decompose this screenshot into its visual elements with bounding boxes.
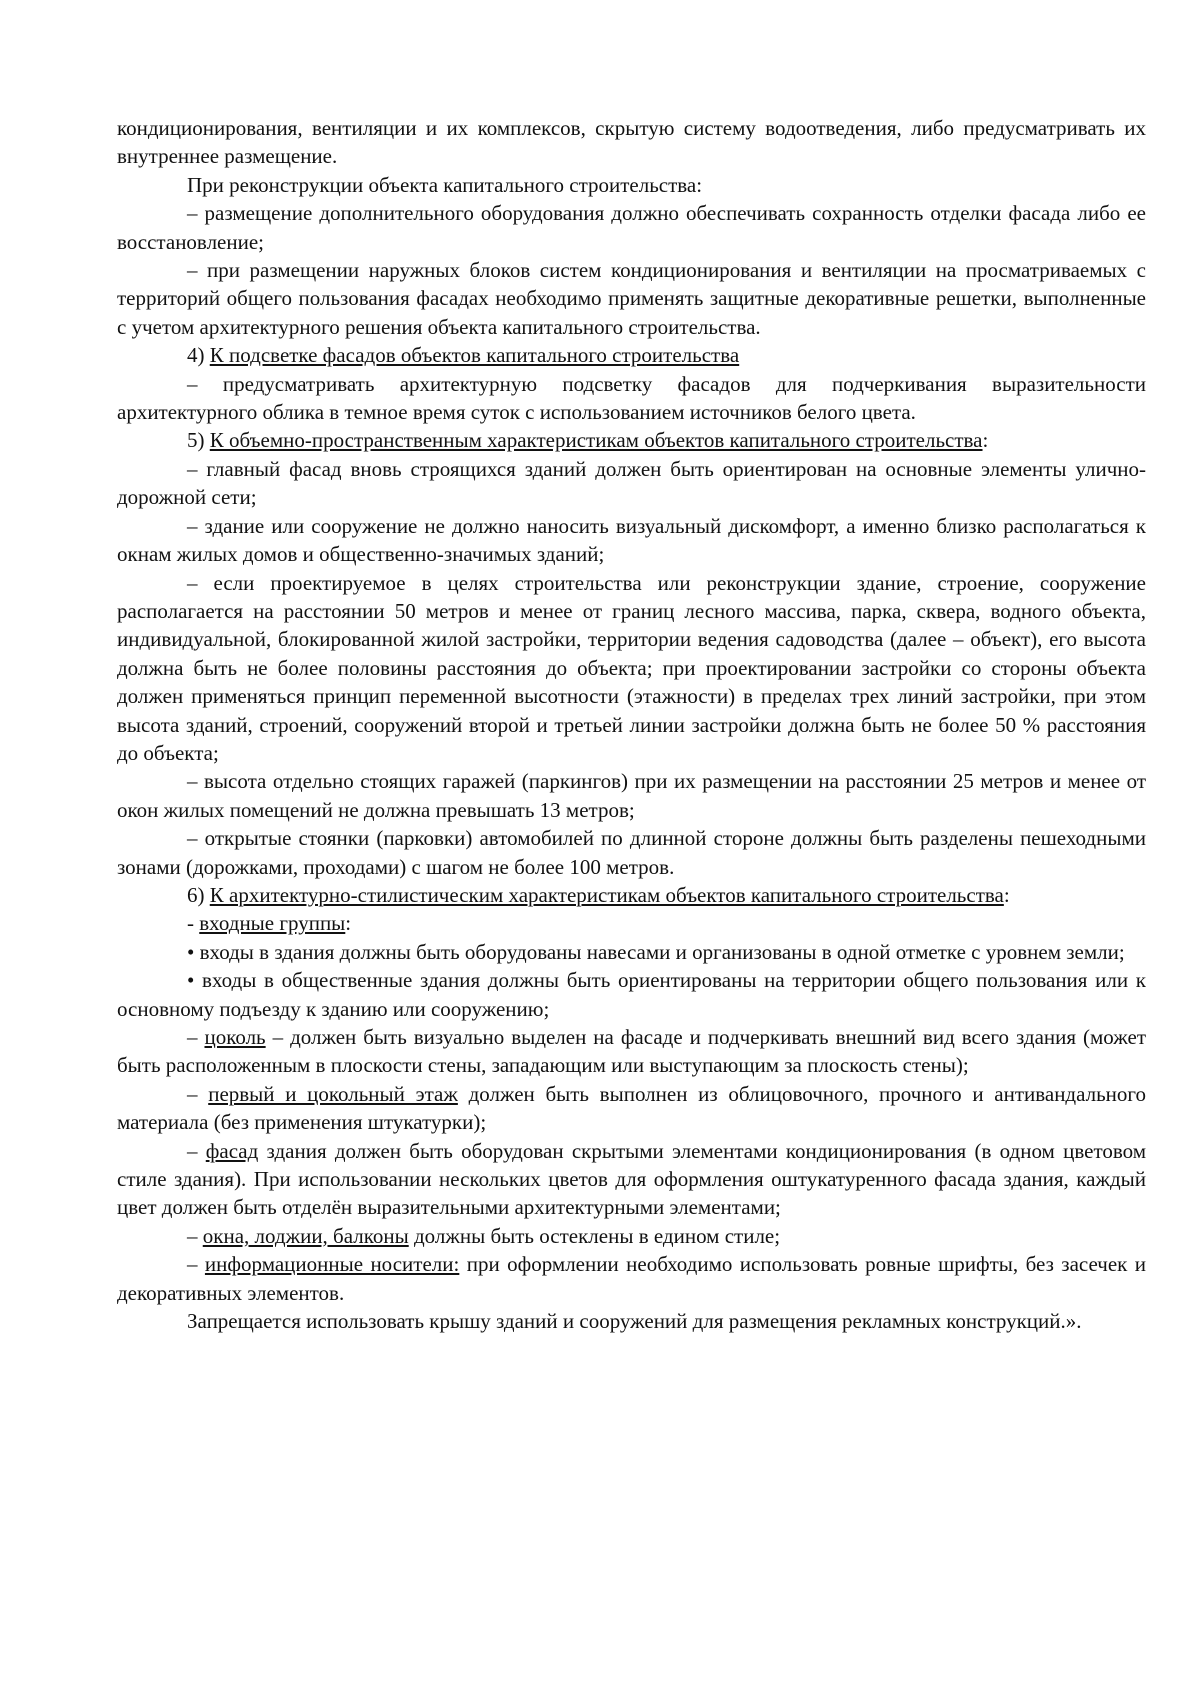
bullet-item: • входы в общественные здания должны быть ориентированы на территории общего пользования или к основному подъезду к зданию или сооружению; <box>117 968 1146 1021</box>
paragraph: – размещение дополнительного оборудования должно обеспечивать сохранность отделки фасада либо ее восстановление; <box>117 201 1146 254</box>
list-item-windows <box>117 1222 1146 1250</box>
heading-number: 4) <box>187 343 210 368</box>
list-item-first-floor <box>117 1080 1146 1137</box>
heading-number: 5) <box>187 428 210 453</box>
subheading-entrance-groups <box>117 909 1146 937</box>
paragraph: – если проектируемое в целях строительства или реконструкции здание, строение, сооружение располагается на расстоянии 50 метров и менее от границ лесного массива, парка, сквера, водного объекта, индивидуальной, блокированной жилой застройки, территории ведения садоводства (далее – объект), его высота должна быть не более половины расстояния до объекта; при проектировании застройки со стороны объекта должен применяться принцип переменной высотности (этажности) в пределах трех линий застройки, при этом высота зданий, строений, сооружений второй и третьей линии застройки должна быть не более 50 % расстояния до объекта; <box>117 570 1146 765</box>
heading-underlined-text: К подсветке фасадов объектов капитального строительства <box>209 343 740 368</box>
dash-prefix: - <box>187 911 200 936</box>
paragraph: – предусматривать архитектурную подсветку фасадов для подчеркивания выразительности архитектурного облика в темное время суток с использованием источников белого цвета. <box>117 371 1146 425</box>
heading-suffix: : <box>1003 882 1010 907</box>
list-item-info-carriers <box>117 1250 1146 1307</box>
section-heading-4 <box>117 341 1146 369</box>
dash-prefix: – <box>187 1081 209 1106</box>
bullet-item: • входы в здания должны быть оборудованы навесами и организованы в одной отметке с уровнем земли; <box>187 939 1125 964</box>
item-underlined-term: первый и цокольный этаж <box>208 1081 458 1106</box>
closing-paragraph: Запрещается использовать крышу зданий и сооружений для размещения рекламных конструкций.». <box>187 1309 1082 1334</box>
paragraph: – главный фасад вновь строящихся зданий должен быть ориентирован на основные элементы улично-дорожной сети; <box>117 456 1146 510</box>
list-item-plinth <box>117 1023 1146 1080</box>
item-text: должен быть выполнен из облицовочного, прочного и антивандального материала (без применения штукатурки); <box>117 1081 1147 1135</box>
item-text: при оформлении необходимо использовать ровные шрифты, без засечек и декоративных элементов. <box>117 1252 1146 1305</box>
list-item-facade <box>117 1137 1146 1222</box>
heading-underlined-text: К архитектурно-стилистическим характеристикам объектов капитального строительства <box>209 882 1004 907</box>
paragraph: – при размещении наружных блоков систем кондиционирования и вентиляции на просматриваемых с территорий общего пользования фасадах необходимо применять защитные декоративные решетки, выполненные с учетом архитектурного решения объекта капитального строительства. <box>117 258 1146 339</box>
dash-prefix: – <box>187 1138 206 1163</box>
item-underlined-term: информационные носители: <box>204 1252 460 1277</box>
dash-prefix: – <box>187 1025 205 1049</box>
item-underlined-term: фасад <box>205 1138 259 1163</box>
item-text: – должен быть визуально выделен на фасаде и подчеркивать внешний вид всего здания (может быть расположенным в плоскости стены, западающим или выступающим за плоскость стены); <box>117 1025 1147 1078</box>
heading-suffix: : <box>982 428 989 453</box>
item-text: должны быть остеклены в едином стиле; <box>408 1223 781 1248</box>
paragraph: – здание или сооружение не должно наносить визуальный дискомфорт, а именно близко располагаться к окнам жилых домов и общественно-значимых зданий; <box>117 513 1146 567</box>
section-heading-6 <box>117 881 1146 909</box>
item-text: здания должен быть оборудован скрытыми элементами кондиционирования (в одном цветовом стиле здания). При использовании нескольких цветов для оформления оштукатуренного фасада здания, каждый цвет должен быть отделён выразительными архитектурными элементами; <box>117 1138 1147 1220</box>
item-underlined-term: окна, лоджии, балконы <box>202 1223 409 1248</box>
section-heading-5 <box>117 426 1146 454</box>
subheading-suffix: : <box>345 911 352 936</box>
paragraph: – высота отдельно стоящих гаражей (паркингов) при их размещении на расстоянии 25 метров и менее от окон жилых помещений не должна превышать 13 метров; <box>117 769 1146 822</box>
paragraph: – открытые стоянки (парковки) автомобилей по длинной стороне должны быть разделены пешеходными зонами (дорожками, проходами) с шагом не более 100 метров. <box>117 826 1146 879</box>
heading-underlined-text: К объемно-пространственным характеристикам объектов капитального строительства <box>209 428 983 453</box>
subheading-underlined-text: входные группы <box>199 911 346 936</box>
item-underlined-term: цоколь <box>204 1025 266 1049</box>
heading-number: 6) <box>187 882 210 907</box>
document-page <box>117 114 1146 1335</box>
dash-prefix: – <box>187 1223 203 1248</box>
paragraph: кондиционирования, вентиляции и их комплексов, скрытую систему водоотведения, либо предусматривать их внутреннее размещение. <box>117 116 1146 169</box>
dash-prefix: – <box>187 1252 205 1277</box>
paragraph: При реконструкции объекта капитального строительства: <box>187 172 703 197</box>
